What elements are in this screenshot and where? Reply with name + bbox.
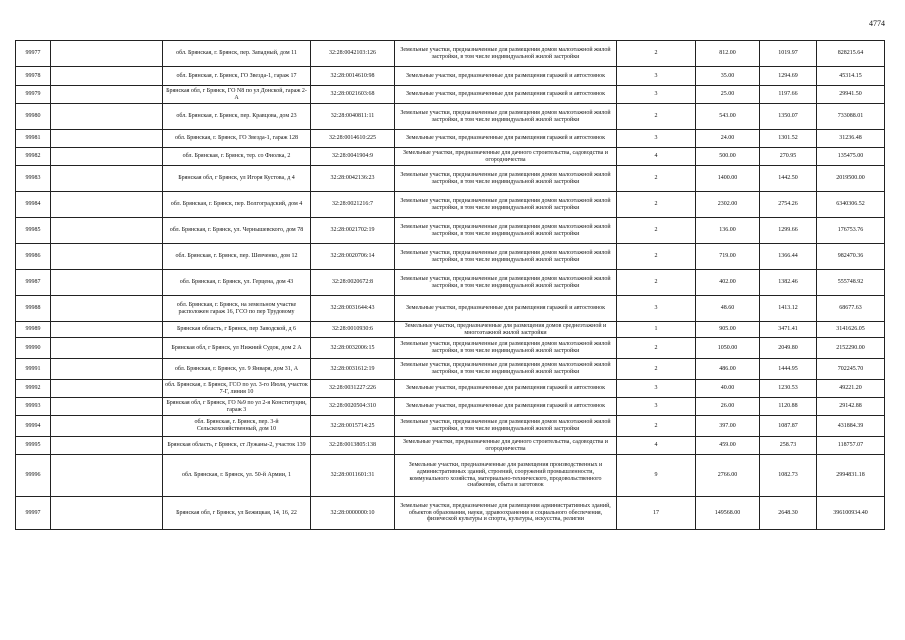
area-cell: 35.00 xyxy=(696,67,760,86)
address-cell: обл. Брянская, г. Брянск, ул. Герцена, дом 43 xyxy=(163,270,311,296)
row-number-cell: 99993 xyxy=(16,398,51,416)
cadastral-number-cell: 32:28:0014610:225 xyxy=(311,130,395,148)
row-number-cell: 99994 xyxy=(16,416,51,437)
address-cell: обл. Брянская, г. Брянск, ГСО по ул. 3-го Июля, участок 7-Г, линия 10 xyxy=(163,380,311,398)
unit-value-cell: 1366.44 xyxy=(760,244,817,270)
cadastral-value-cell: 2152290.00 xyxy=(817,338,885,359)
cadastral-number-cell: 32:28:0021702:19 xyxy=(311,218,395,244)
cadastral-number-cell: 32:28:0020504:310 xyxy=(311,398,395,416)
table-row xyxy=(16,148,885,166)
row-spacer-cell xyxy=(51,497,163,530)
cadastral-number-cell: 32:28:0032006:15 xyxy=(311,338,395,359)
group-cell: 3 xyxy=(617,398,696,416)
group-cell: 2 xyxy=(617,41,696,67)
land-use-cell: Земельные участки, предназначенные для размещения домов среднеэтажной и многоэтажной жилой застройки xyxy=(395,322,617,338)
cadastral-value-cell: 31236.48 xyxy=(817,130,885,148)
address-cell: Брянская обл, г Брянск, ГО N8 по ул Донской, гараж 2-А xyxy=(163,86,311,104)
row-spacer-cell xyxy=(51,359,163,380)
unit-value-cell: 3471.41 xyxy=(760,322,817,338)
address-cell: Брянская обл, г Брянск, ул Бежицкая, 14, 16, 22 xyxy=(163,497,311,530)
area-cell: 48.60 xyxy=(696,296,760,322)
group-cell: 4 xyxy=(617,148,696,166)
address-cell: обл. Брянская, г. Брянск, пер. 3-й Сельскохозяйственный, дом 10 xyxy=(163,416,311,437)
cadastral-number-cell: 32:28:0010930:6 xyxy=(311,322,395,338)
row-spacer-cell xyxy=(51,270,163,296)
row-spacer-cell xyxy=(51,437,163,455)
cadastral-number-cell: 32:28:0031612:19 xyxy=(311,359,395,380)
address-cell: обл. Брянская, г. Брянск, ГО Звезда-1, гараж 128 xyxy=(163,130,311,148)
unit-value-cell: 1019.97 xyxy=(760,41,817,67)
cadastral-number-cell: 32:28:0031644:43 xyxy=(311,296,395,322)
land-use-cell: Земельные участки, предназначенные для размещения домов малоэтажной жилой застройки, в том числе индивидуальной жилой застройки xyxy=(395,218,617,244)
cadastral-number-cell: 32:28:0014610:98 xyxy=(311,67,395,86)
cadastral-value-cell: 396100934.40 xyxy=(817,497,885,530)
group-cell: 2 xyxy=(617,218,696,244)
cadastral-value-cell: 49221.20 xyxy=(817,380,885,398)
table-row xyxy=(16,130,885,148)
cadastral-value-cell: 733088.01 xyxy=(817,104,885,130)
unit-value-cell: 1294.69 xyxy=(760,67,817,86)
row-spacer-cell xyxy=(51,398,163,416)
row-spacer-cell xyxy=(51,148,163,166)
unit-value-cell: 2648.30 xyxy=(760,497,817,530)
table-row xyxy=(16,398,885,416)
group-cell: 3 xyxy=(617,296,696,322)
table-row xyxy=(16,296,885,322)
table-row xyxy=(16,218,885,244)
table-row xyxy=(16,338,885,359)
row-spacer-cell xyxy=(51,166,163,192)
cadastral-value-cell: 118757.07 xyxy=(817,437,885,455)
group-cell: 2 xyxy=(617,166,696,192)
cadastral-value-table xyxy=(15,40,885,530)
cadastral-number-cell: 32:28:0021216:7 xyxy=(311,192,395,218)
cadastral-value-cell: 135475.00 xyxy=(817,148,885,166)
row-number-cell: 99981 xyxy=(16,130,51,148)
area-cell: 2766.00 xyxy=(696,455,760,497)
group-cell: 2 xyxy=(617,416,696,437)
unit-value-cell: 270.95 xyxy=(760,148,817,166)
area-cell: 397.00 xyxy=(696,416,760,437)
address-cell: обл. Брянская, г. Брянск, тер. со Фиолка, 2 xyxy=(163,148,311,166)
group-cell: 4 xyxy=(617,437,696,455)
land-use-cell: Земельные участки, предназначенные для размещения домов малоэтажной жилой застройки, в том числе индивидуальной жилой застройки xyxy=(395,41,617,67)
cadastral-value-cell: 828215.64 xyxy=(817,41,885,67)
table-row xyxy=(16,416,885,437)
row-number-cell: 99982 xyxy=(16,148,51,166)
row-number-cell: 99983 xyxy=(16,166,51,192)
land-use-cell: Земельные участки, предназначенные для размещения гаражей и автостоянок xyxy=(395,67,617,86)
row-spacer-cell xyxy=(51,296,163,322)
row-spacer-cell xyxy=(51,104,163,130)
row-number-cell: 99980 xyxy=(16,104,51,130)
cadastral-number-cell: 32:28:0041904:9 xyxy=(311,148,395,166)
land-use-cell: Земельные участки, предназначенные для размещения гаражей и автостоянок xyxy=(395,296,617,322)
row-spacer-cell xyxy=(51,338,163,359)
row-spacer-cell xyxy=(51,380,163,398)
cadastral-number-cell: 32:28:0031227:226 xyxy=(311,380,395,398)
address-cell: обл. Брянская, г. Брянск, пер. Кравцова, дом 23 xyxy=(163,104,311,130)
unit-value-cell: 1444.95 xyxy=(760,359,817,380)
unit-value-cell: 1382.46 xyxy=(760,270,817,296)
table-row xyxy=(16,67,885,86)
row-spacer-cell xyxy=(51,218,163,244)
row-spacer-cell xyxy=(51,67,163,86)
land-use-cell: Земельные участки, предназначенные для дачного строительства, садоводства и огородничества xyxy=(395,437,617,455)
cadastral-value-cell: 702245.70 xyxy=(817,359,885,380)
table-row xyxy=(16,497,885,530)
area-cell: 136.00 xyxy=(696,218,760,244)
unit-value-cell: 1442.50 xyxy=(760,166,817,192)
row-spacer-cell xyxy=(51,86,163,104)
area-cell: 25.00 xyxy=(696,86,760,104)
table-row xyxy=(16,86,885,104)
area-cell: 40.00 xyxy=(696,380,760,398)
row-spacer-cell xyxy=(51,244,163,270)
unit-value-cell: 1197.66 xyxy=(760,86,817,104)
land-use-cell: Земельные участки, предназначенные для размещения домов малоэтажной жилой застройки, в том числе индивидуальной жилой застройки xyxy=(395,192,617,218)
group-cell: 3 xyxy=(617,67,696,86)
cadastral-number-cell: 32:28:0011601:31 xyxy=(311,455,395,497)
address-cell: обл. Брянская, г. Брянск, ГО Звезда-1, гараж 17 xyxy=(163,67,311,86)
cadastral-value-cell: 45314.15 xyxy=(817,67,885,86)
cadastral-value-cell: 3141626.05 xyxy=(817,322,885,338)
area-cell: 719.00 xyxy=(696,244,760,270)
row-number-cell: 99987 xyxy=(16,270,51,296)
table-row xyxy=(16,104,885,130)
cadastral-value-cell: 2994831.18 xyxy=(817,455,885,497)
address-cell: обл. Брянская, г. Брянск, ул. Чернышевского, дом 78 xyxy=(163,218,311,244)
area-cell: 500.00 xyxy=(696,148,760,166)
row-number-cell: 99991 xyxy=(16,359,51,380)
address-cell: обл. Брянская, г. Брянск, ул. 9 Января, дом 31, А xyxy=(163,359,311,380)
cadastral-number-cell: 32:28:0015714:25 xyxy=(311,416,395,437)
area-cell: 24.00 xyxy=(696,130,760,148)
land-use-cell: Земельные участки, предназначенные для размещения домов малоэтажной жилой застройки, в том числе индивидуальной жилой застройки xyxy=(395,244,617,270)
land-use-cell: Земельные участки, предназначенные для размещения домов малоэтажной жилой застройки, в том числе индивидуальной жилой застройки xyxy=(395,166,617,192)
table-row xyxy=(16,322,885,338)
cadastral-value-cell: 6340306.52 xyxy=(817,192,885,218)
table-row xyxy=(16,41,885,67)
cadastral-value-cell: 29941.50 xyxy=(817,86,885,104)
address-cell: обл. Брянская, г. Брянск, пер. Волгоградский, дом 4 xyxy=(163,192,311,218)
land-use-cell: Земельные участки, предназначенные для размещения домов малоэтажной жилой застройки, в том числе индивидуальной жилой застройки xyxy=(395,338,617,359)
group-cell: 17 xyxy=(617,497,696,530)
table-row xyxy=(16,244,885,270)
cadastral-value-cell: 68677.63 xyxy=(817,296,885,322)
cadastral-value-cell: 982470.36 xyxy=(817,244,885,270)
land-use-cell: Земельные участки, предназначенные для размещения гаражей и автостоянок xyxy=(395,380,617,398)
row-number-cell: 99977 xyxy=(16,41,51,67)
land-use-cell: Земельные участки, предназначенные для размещения домов малоэтажной жилой застройки, в том числе индивидуальной жилой застройки xyxy=(395,359,617,380)
cadastral-value-cell: 431884.39 xyxy=(817,416,885,437)
group-cell: 9 xyxy=(617,455,696,497)
row-number-cell: 99985 xyxy=(16,218,51,244)
address-cell: Брянская обл, г Брянск, ГО №9 по ул 2-я Конституции, гараж 3 xyxy=(163,398,311,416)
group-cell: 2 xyxy=(617,104,696,130)
row-spacer-cell xyxy=(51,322,163,338)
cadastral-number-cell: 32:28:0013805:138 xyxy=(311,437,395,455)
row-number-cell: 99984 xyxy=(16,192,51,218)
land-use-cell: Земельные участки, предназначенные для размещения гаражей и автостоянок xyxy=(395,130,617,148)
area-cell: 1050.00 xyxy=(696,338,760,359)
cadastral-number-cell: 32:28:0042103:126 xyxy=(311,41,395,67)
row-number-cell: 99990 xyxy=(16,338,51,359)
cadastral-number-cell: 32:28:0020672:8 xyxy=(311,270,395,296)
land-use-cell: Земельные участки, предназначенные для размещения домов малоэтажной жилой застройки, в том числе индивидуальной жилой застройки xyxy=(395,416,617,437)
group-cell: 2 xyxy=(617,244,696,270)
unit-value-cell: 1299.66 xyxy=(760,218,817,244)
area-cell: 459.00 xyxy=(696,437,760,455)
table-row xyxy=(16,192,885,218)
table-row xyxy=(16,437,885,455)
page-number: 4774 xyxy=(869,19,885,28)
land-use-cell: Земельные участки, предназначенные для дачного строительства, садоводства и огородничества xyxy=(395,148,617,166)
area-cell: 543.00 xyxy=(696,104,760,130)
table-row xyxy=(16,380,885,398)
group-cell: 3 xyxy=(617,130,696,148)
address-cell: Брянская обл, г Брянск, ул Игоря Кустова, д 4 xyxy=(163,166,311,192)
cadastral-number-cell: 32:28:0042136:23 xyxy=(311,166,395,192)
address-cell: обл. Брянская, г. Брянск, пер. Западный, дом 11 xyxy=(163,41,311,67)
table-row xyxy=(16,359,885,380)
unit-value-cell: 258.73 xyxy=(760,437,817,455)
unit-value-cell: 1350.07 xyxy=(760,104,817,130)
table-row xyxy=(16,166,885,192)
group-cell: 3 xyxy=(617,380,696,398)
row-number-cell: 99992 xyxy=(16,380,51,398)
unit-value-cell: 2049.80 xyxy=(760,338,817,359)
row-number-cell: 99979 xyxy=(16,86,51,104)
table-row xyxy=(16,270,885,296)
land-use-cell: Земельные участки, предназначенные для размещения гаражей и автостоянок xyxy=(395,398,617,416)
address-cell: Брянская область, г Брянск, пер Заводской, д 6 xyxy=(163,322,311,338)
cadastral-number-cell: 32:28:0040811:11 xyxy=(311,104,395,130)
area-cell: 402.00 xyxy=(696,270,760,296)
row-number-cell: 99986 xyxy=(16,244,51,270)
row-spacer-cell xyxy=(51,130,163,148)
address-cell: Брянская область, г Брянск, ст Лужаны-2, участок 139 xyxy=(163,437,311,455)
row-number-cell: 99996 xyxy=(16,455,51,497)
group-cell: 1 xyxy=(617,322,696,338)
row-spacer-cell xyxy=(51,416,163,437)
unit-value-cell: 1120.88 xyxy=(760,398,817,416)
unit-value-cell: 1413.12 xyxy=(760,296,817,322)
area-cell: 2302.00 xyxy=(696,192,760,218)
cadastral-value-cell: 555748.92 xyxy=(817,270,885,296)
group-cell: 3 xyxy=(617,86,696,104)
address-cell: обл. Брянская, г. Брянск, на земельном участке расположен гараж 16, ГСО по пер Трудовому xyxy=(163,296,311,322)
group-cell: 2 xyxy=(617,192,696,218)
land-use-cell: Земельные участки, предназначенные для размещения гаражей и автостоянок xyxy=(395,86,617,104)
area-cell: 486.00 xyxy=(696,359,760,380)
area-cell: 1400.00 xyxy=(696,166,760,192)
row-number-cell: 99989 xyxy=(16,322,51,338)
area-cell: 149568.00 xyxy=(696,497,760,530)
unit-value-cell: 1082.73 xyxy=(760,455,817,497)
cadastral-value-cell: 29142.88 xyxy=(817,398,885,416)
cadastral-number-cell: 32:28:0021603:68 xyxy=(311,86,395,104)
address-cell: Брянская обл, г Брянск, ул Нижний Судок, дом 2 А xyxy=(163,338,311,359)
land-use-cell: Земельные участки, предназначенные для размещения домов малоэтажной жилой застройки, в том числе индивидуальной жилой застройки xyxy=(395,104,617,130)
land-use-cell: Земельные участки, предназначенные для размещения производственных и административных зданий, строений, сооружений промышленности, коммунального хозяйства, материально-технического, продовольственного снабжения, сбыта и заготовок xyxy=(395,455,617,497)
land-use-cell: Земельные участки, предназначенные для размещения административных зданий, объектов образования, науки, здравоохранения и социального обеспечения, физической культуры и спорта, культуры, искусства, религии xyxy=(395,497,617,530)
land-use-cell: Земельные участки, предназначенные для размещения домов малоэтажной жилой застройки, в том числе индивидуальной жилой застройки xyxy=(395,270,617,296)
group-cell: 2 xyxy=(617,270,696,296)
row-number-cell: 99988 xyxy=(16,296,51,322)
row-number-cell: 99995 xyxy=(16,437,51,455)
area-cell: 905.00 xyxy=(696,322,760,338)
cadastral-number-cell: 32:28:0000000:10 xyxy=(311,497,395,530)
group-cell: 2 xyxy=(617,359,696,380)
row-spacer-cell xyxy=(51,192,163,218)
row-spacer-cell xyxy=(51,41,163,67)
cadastral-value-cell: 2019500.00 xyxy=(817,166,885,192)
row-number-cell: 99997 xyxy=(16,497,51,530)
group-cell: 2 xyxy=(617,338,696,359)
row-number-cell: 99978 xyxy=(16,67,51,86)
table-row xyxy=(16,455,885,497)
address-cell: обл. Брянская, г. Брянск, ул. 50-й Армии, 1 xyxy=(163,455,311,497)
unit-value-cell: 1087.87 xyxy=(760,416,817,437)
unit-value-cell: 2754.26 xyxy=(760,192,817,218)
cadastral-value-cell: 176753.76 xyxy=(817,218,885,244)
unit-value-cell: 1230.53 xyxy=(760,380,817,398)
unit-value-cell: 1301.52 xyxy=(760,130,817,148)
address-cell: обл. Брянская, г. Брянск, пер. Шевченко, дом 12 xyxy=(163,244,311,270)
area-cell: 26.00 xyxy=(696,398,760,416)
area-cell: 812.00 xyxy=(696,41,760,67)
cadastral-number-cell: 32:28:0020706:14 xyxy=(311,244,395,270)
row-spacer-cell xyxy=(51,455,163,497)
